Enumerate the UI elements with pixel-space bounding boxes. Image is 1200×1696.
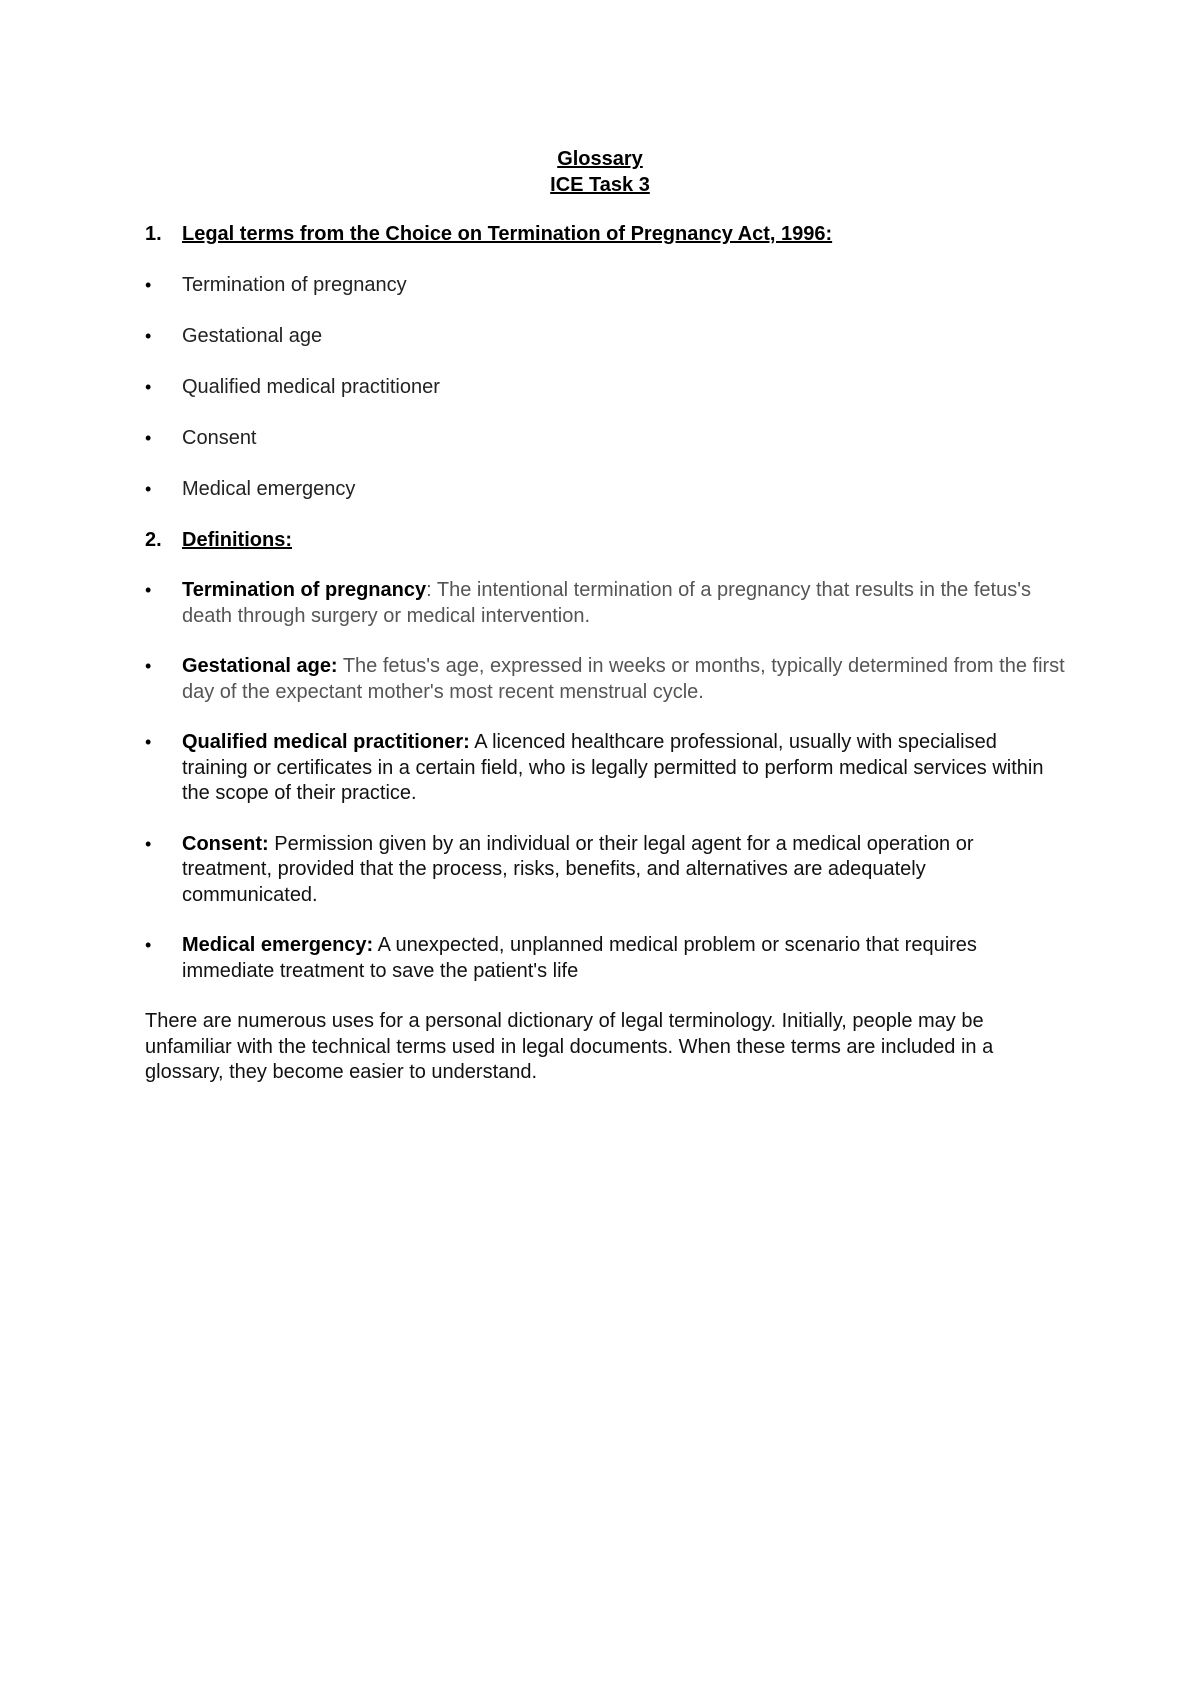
definition-item (145, 730, 1065, 807)
definition-term: Gestational age: (182, 655, 338, 677)
list-item (145, 324, 1065, 350)
definition-text: The intentional termination of a pregnancy that results in the fetus's death through surgery or medical intervention. (182, 579, 1032, 627)
list-item-text: Termination of pregnancy (182, 273, 407, 296)
document-body (145, 222, 1065, 1086)
document-subtitle: ICE Task 3 (550, 174, 650, 196)
bullet-icon: • (145, 478, 152, 499)
bullet-icon: • (145, 732, 152, 752)
definition-term: Termination of pregnancy (182, 579, 427, 601)
definition-term: Consent: (182, 832, 269, 855)
bullet-icon: • (145, 274, 152, 295)
document-title: Glossary (557, 148, 643, 170)
section-1-heading (145, 222, 1065, 248)
definition-body (182, 654, 1065, 705)
definition-text: Permission given by an individual or their legal agent for a medical operation or treatment, provided that the process, risks, benefits, and alternatives are adequately communicated. (182, 832, 974, 906)
section-2-heading (145, 528, 1065, 554)
bullet-icon: • (145, 376, 152, 397)
section-2-title: Definitions: (182, 528, 292, 551)
definition-term: Qualified medical practitioner: (182, 731, 470, 753)
closing-paragraph: There are numerous uses for a personal dictionary of legal terminology. Initially, people may be unfamiliar with the technical terms used in legal documents. When these terms are included in a glossary, they become easier to understand. (145, 1010, 994, 1083)
bullet-icon: • (145, 833, 152, 854)
definition-body (182, 578, 1065, 629)
definition-body (182, 730, 1065, 807)
bullet-icon: • (145, 325, 152, 346)
list-item-text: Medical emergency (182, 477, 356, 500)
list-item (145, 477, 1065, 503)
bullet-icon: • (145, 656, 152, 676)
definition-item (145, 832, 1065, 909)
definition-body (182, 832, 1065, 909)
section-2-number: 2. (145, 528, 162, 551)
section-1-number: 1. (145, 223, 162, 245)
list-item (145, 426, 1065, 452)
title-block (0, 146, 1200, 198)
bullet-icon: • (145, 935, 152, 955)
definition-item (145, 654, 1065, 705)
list-item-text: Qualified medical practitioner (182, 375, 440, 398)
list-item-text: Consent (182, 426, 257, 449)
list-item-text: Gestational age (182, 324, 323, 347)
definition-text: A licenced healthcare professional, usually with specialised training or certificates in a certain field, who is legally permitted to perform medical services within the scope of their practice. (182, 731, 1044, 804)
definition-term: Medical emergency: (182, 934, 374, 956)
section-1-title: Legal terms from the Choice on Termination of Pregnancy Act, 1996: (182, 223, 833, 245)
bullet-icon: • (145, 427, 152, 448)
definition-separator: : (426, 579, 437, 601)
definition-body (182, 933, 1065, 984)
list-item (145, 273, 1065, 299)
definition-item (145, 578, 1065, 629)
bullet-icon: • (145, 580, 152, 600)
definition-text: A unexpected, unplanned medical problem or scenario that requires immediate treatment to save the patient's life (182, 934, 977, 982)
definition-item (145, 933, 1065, 984)
list-item (145, 375, 1065, 401)
definition-text: The fetus's age, expressed in weeks or months, typically determined from the first day of the expectant mother's most recent menstrual cycle. (182, 655, 1065, 703)
